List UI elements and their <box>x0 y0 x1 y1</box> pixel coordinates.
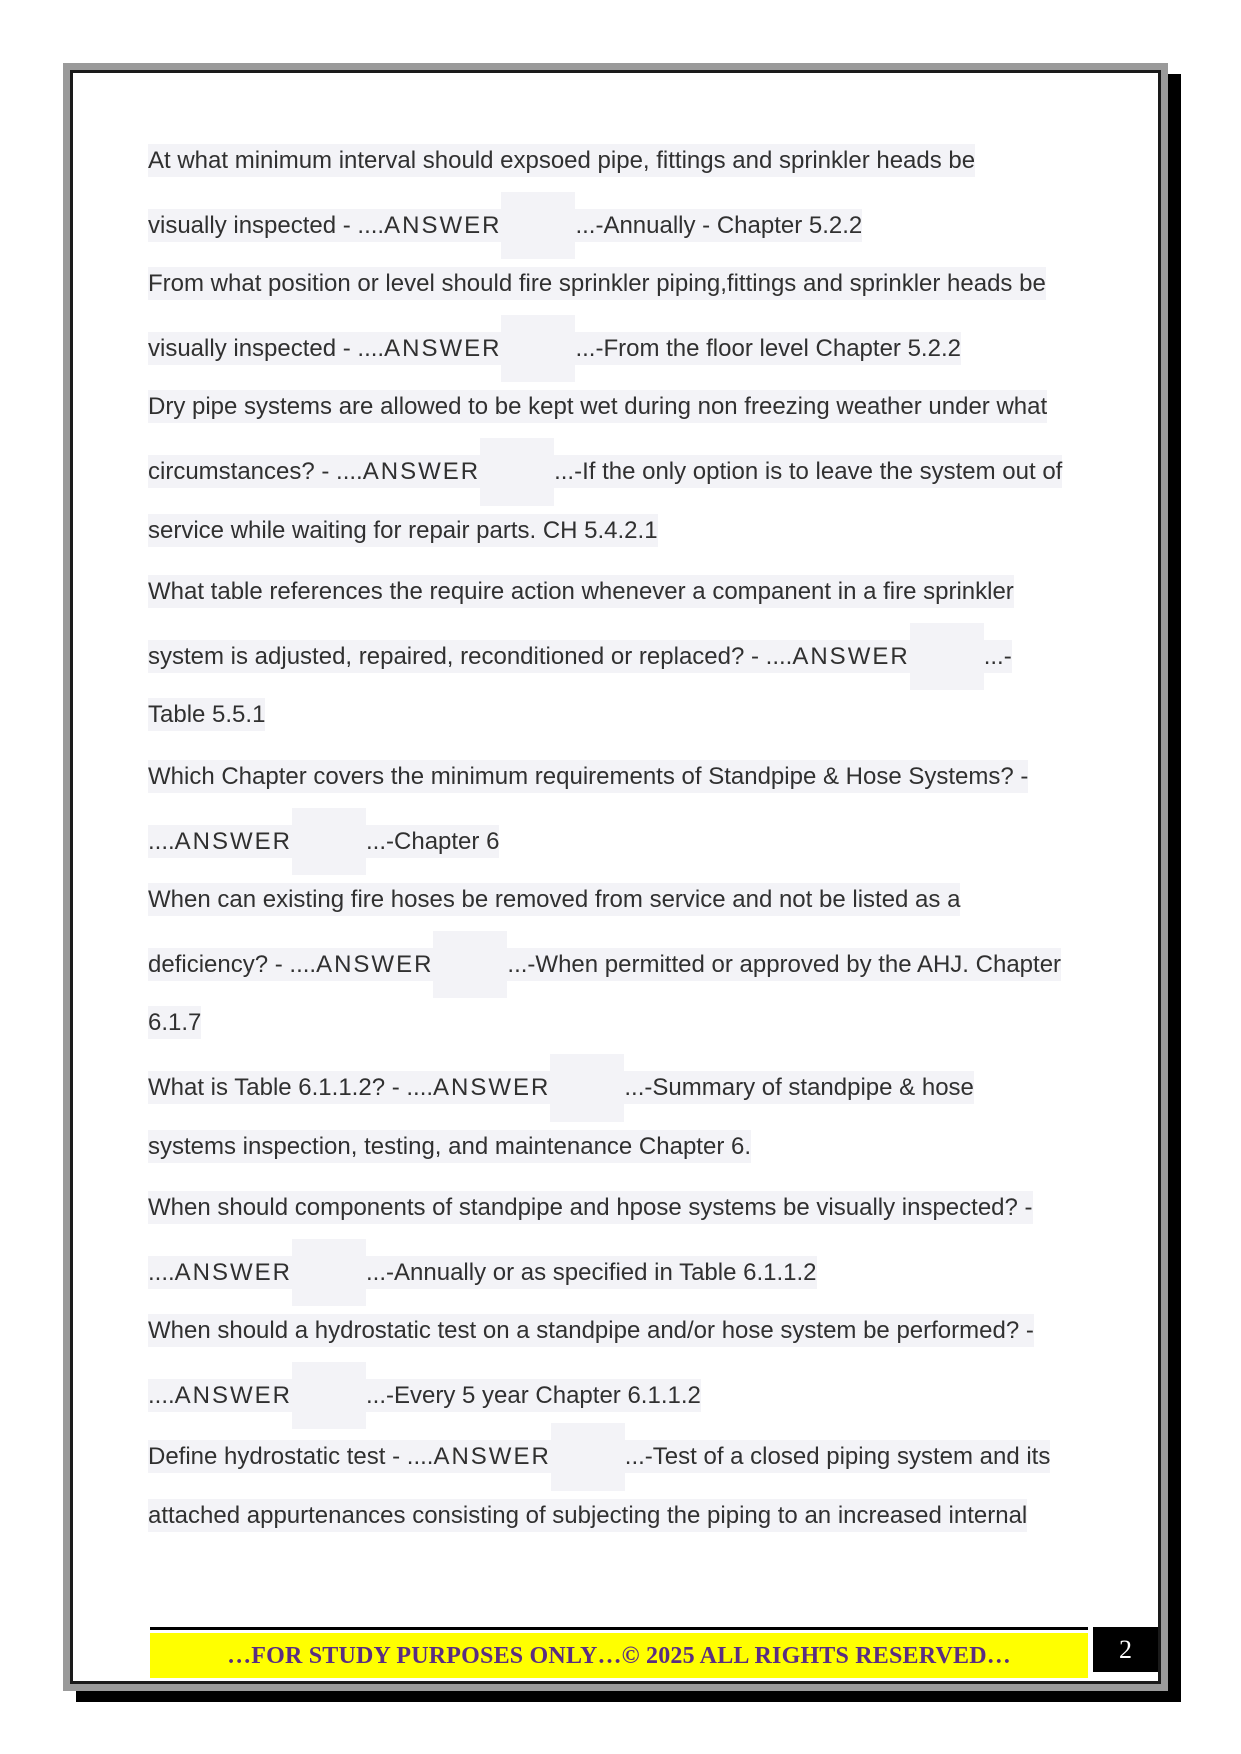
text-line <box>148 1423 1088 1485</box>
answer-label: ANSWER <box>175 1379 292 1412</box>
text-line <box>148 808 1088 870</box>
text-run: ...-From the floor level Chapter 5.2.2 <box>575 332 961 365</box>
text-run: ...-Annually - Chapter 5.2.2 <box>575 209 862 242</box>
text-line <box>148 1362 1088 1424</box>
text-line <box>148 746 1088 808</box>
answer-label: ANSWER <box>363 455 480 488</box>
document-body <box>148 130 1088 1547</box>
text-run: .... <box>148 1379 175 1412</box>
text-run: From what position or level should fire sprinkler piping,fittings and sprinkler heads be <box>148 267 1046 300</box>
text-run: When should components of standpipe and hpose systems be visually inspected? - <box>148 1191 1033 1224</box>
footer-rule <box>150 1627 1088 1630</box>
text-run: system is adjusted, repaired, reconditioned or replaced? - .... <box>148 640 792 673</box>
answer-gap <box>292 1239 366 1307</box>
answer-label: ANSWER <box>316 948 433 981</box>
footer-text: …FOR STUDY PURPOSES ONLY…© 2025 ALL RIGHTS RESERVED… <box>227 1643 1011 1669</box>
text-run: At what minimum interval should expsoed pipe, fittings and sprinkler heads be <box>148 144 975 177</box>
text-line <box>148 1116 1088 1178</box>
page-number: 2 <box>1093 1627 1158 1672</box>
text-run: ...-Chapter 6 <box>366 825 499 858</box>
text-run: Which Chapter covers the minimum requirements of Standpipe & Hose Systems? - <box>148 760 1028 793</box>
answer-gap <box>551 1423 625 1491</box>
answer-gap <box>910 623 984 691</box>
text-line <box>148 869 1088 931</box>
text-run: ...-Summary of standpipe & hose <box>624 1071 974 1104</box>
answer-gap <box>480 438 554 506</box>
text-run: visually inspected - .... <box>148 332 384 365</box>
text-run: visually inspected - .... <box>148 209 384 242</box>
text-line <box>148 130 1088 192</box>
text-run: Dry pipe systems are allowed to be kept wet during non freezing weather under what <box>148 390 1047 423</box>
text-line <box>148 1300 1088 1362</box>
answer-label: ANSWER <box>792 640 909 673</box>
answer-label: ANSWER <box>433 1071 550 1104</box>
text-run: What table references the require action whenever a companent in a fire sprinkler <box>148 575 1014 608</box>
text-line <box>148 1054 1088 1116</box>
text-run: ...-If the only option is to leave the system out of <box>554 455 1062 488</box>
answer-label: ANSWER <box>175 825 292 858</box>
answer-label: ANSWER <box>175 1256 292 1289</box>
text-run: ...-Annually or as specified in Table 6.1.1.2 <box>366 1256 817 1289</box>
text-line <box>148 376 1088 438</box>
text-line <box>148 623 1088 685</box>
text-run: Define hydrostatic test - .... <box>148 1440 433 1473</box>
footer-band <box>150 1633 1088 1678</box>
answer-gap <box>292 808 366 876</box>
text-run: deficiency? - .... <box>148 948 316 981</box>
answer-gap <box>501 192 575 260</box>
text-line <box>148 684 1088 746</box>
text-line <box>148 992 1088 1054</box>
text-line <box>148 561 1088 623</box>
answer-gap <box>433 931 507 999</box>
text-run: attached appurtenances consisting of subjecting the piping to an increased internal <box>148 1499 1027 1532</box>
text-run: When can existing fire hoses be removed from service and not be listed as a <box>148 883 960 916</box>
answer-gap <box>292 1362 366 1430</box>
text-run: .... <box>148 825 175 858</box>
text-run: Table 5.5.1 <box>148 698 265 731</box>
text-run: 6.1.7 <box>148 1006 201 1039</box>
text-line <box>148 500 1088 562</box>
text-line <box>148 315 1088 377</box>
text-run: ...-Test of a closed piping system and its <box>625 1440 1051 1473</box>
text-line <box>148 438 1088 500</box>
text-line <box>148 253 1088 315</box>
text-line <box>148 931 1088 993</box>
text-line <box>148 1239 1088 1301</box>
text-run: ...-Every 5 year Chapter 6.1.1.2 <box>366 1379 701 1412</box>
text-run: .... <box>148 1256 175 1289</box>
text-run: ...- <box>984 640 1012 673</box>
text-line <box>148 192 1088 254</box>
answer-label: ANSWER <box>384 332 501 365</box>
text-run: service while waiting for repair parts. CH 5.4.2.1 <box>148 514 658 547</box>
text-run: ...-When permitted or approved by the AHJ. Chapter <box>507 948 1061 981</box>
answer-gap <box>550 1054 624 1122</box>
answer-gap <box>501 315 575 383</box>
text-line <box>148 1485 1088 1547</box>
answer-label: ANSWER <box>433 1440 550 1473</box>
text-line <box>148 1177 1088 1239</box>
text-run: When should a hydrostatic test on a standpipe and/or hose system be performed? - <box>148 1314 1034 1347</box>
text-run: systems inspection, testing, and maintenance Chapter 6. <box>148 1130 751 1163</box>
text-run: What is Table 6.1.1.2? - .... <box>148 1071 433 1104</box>
answer-label: ANSWER <box>384 209 501 242</box>
text-run: circumstances? - .... <box>148 455 363 488</box>
